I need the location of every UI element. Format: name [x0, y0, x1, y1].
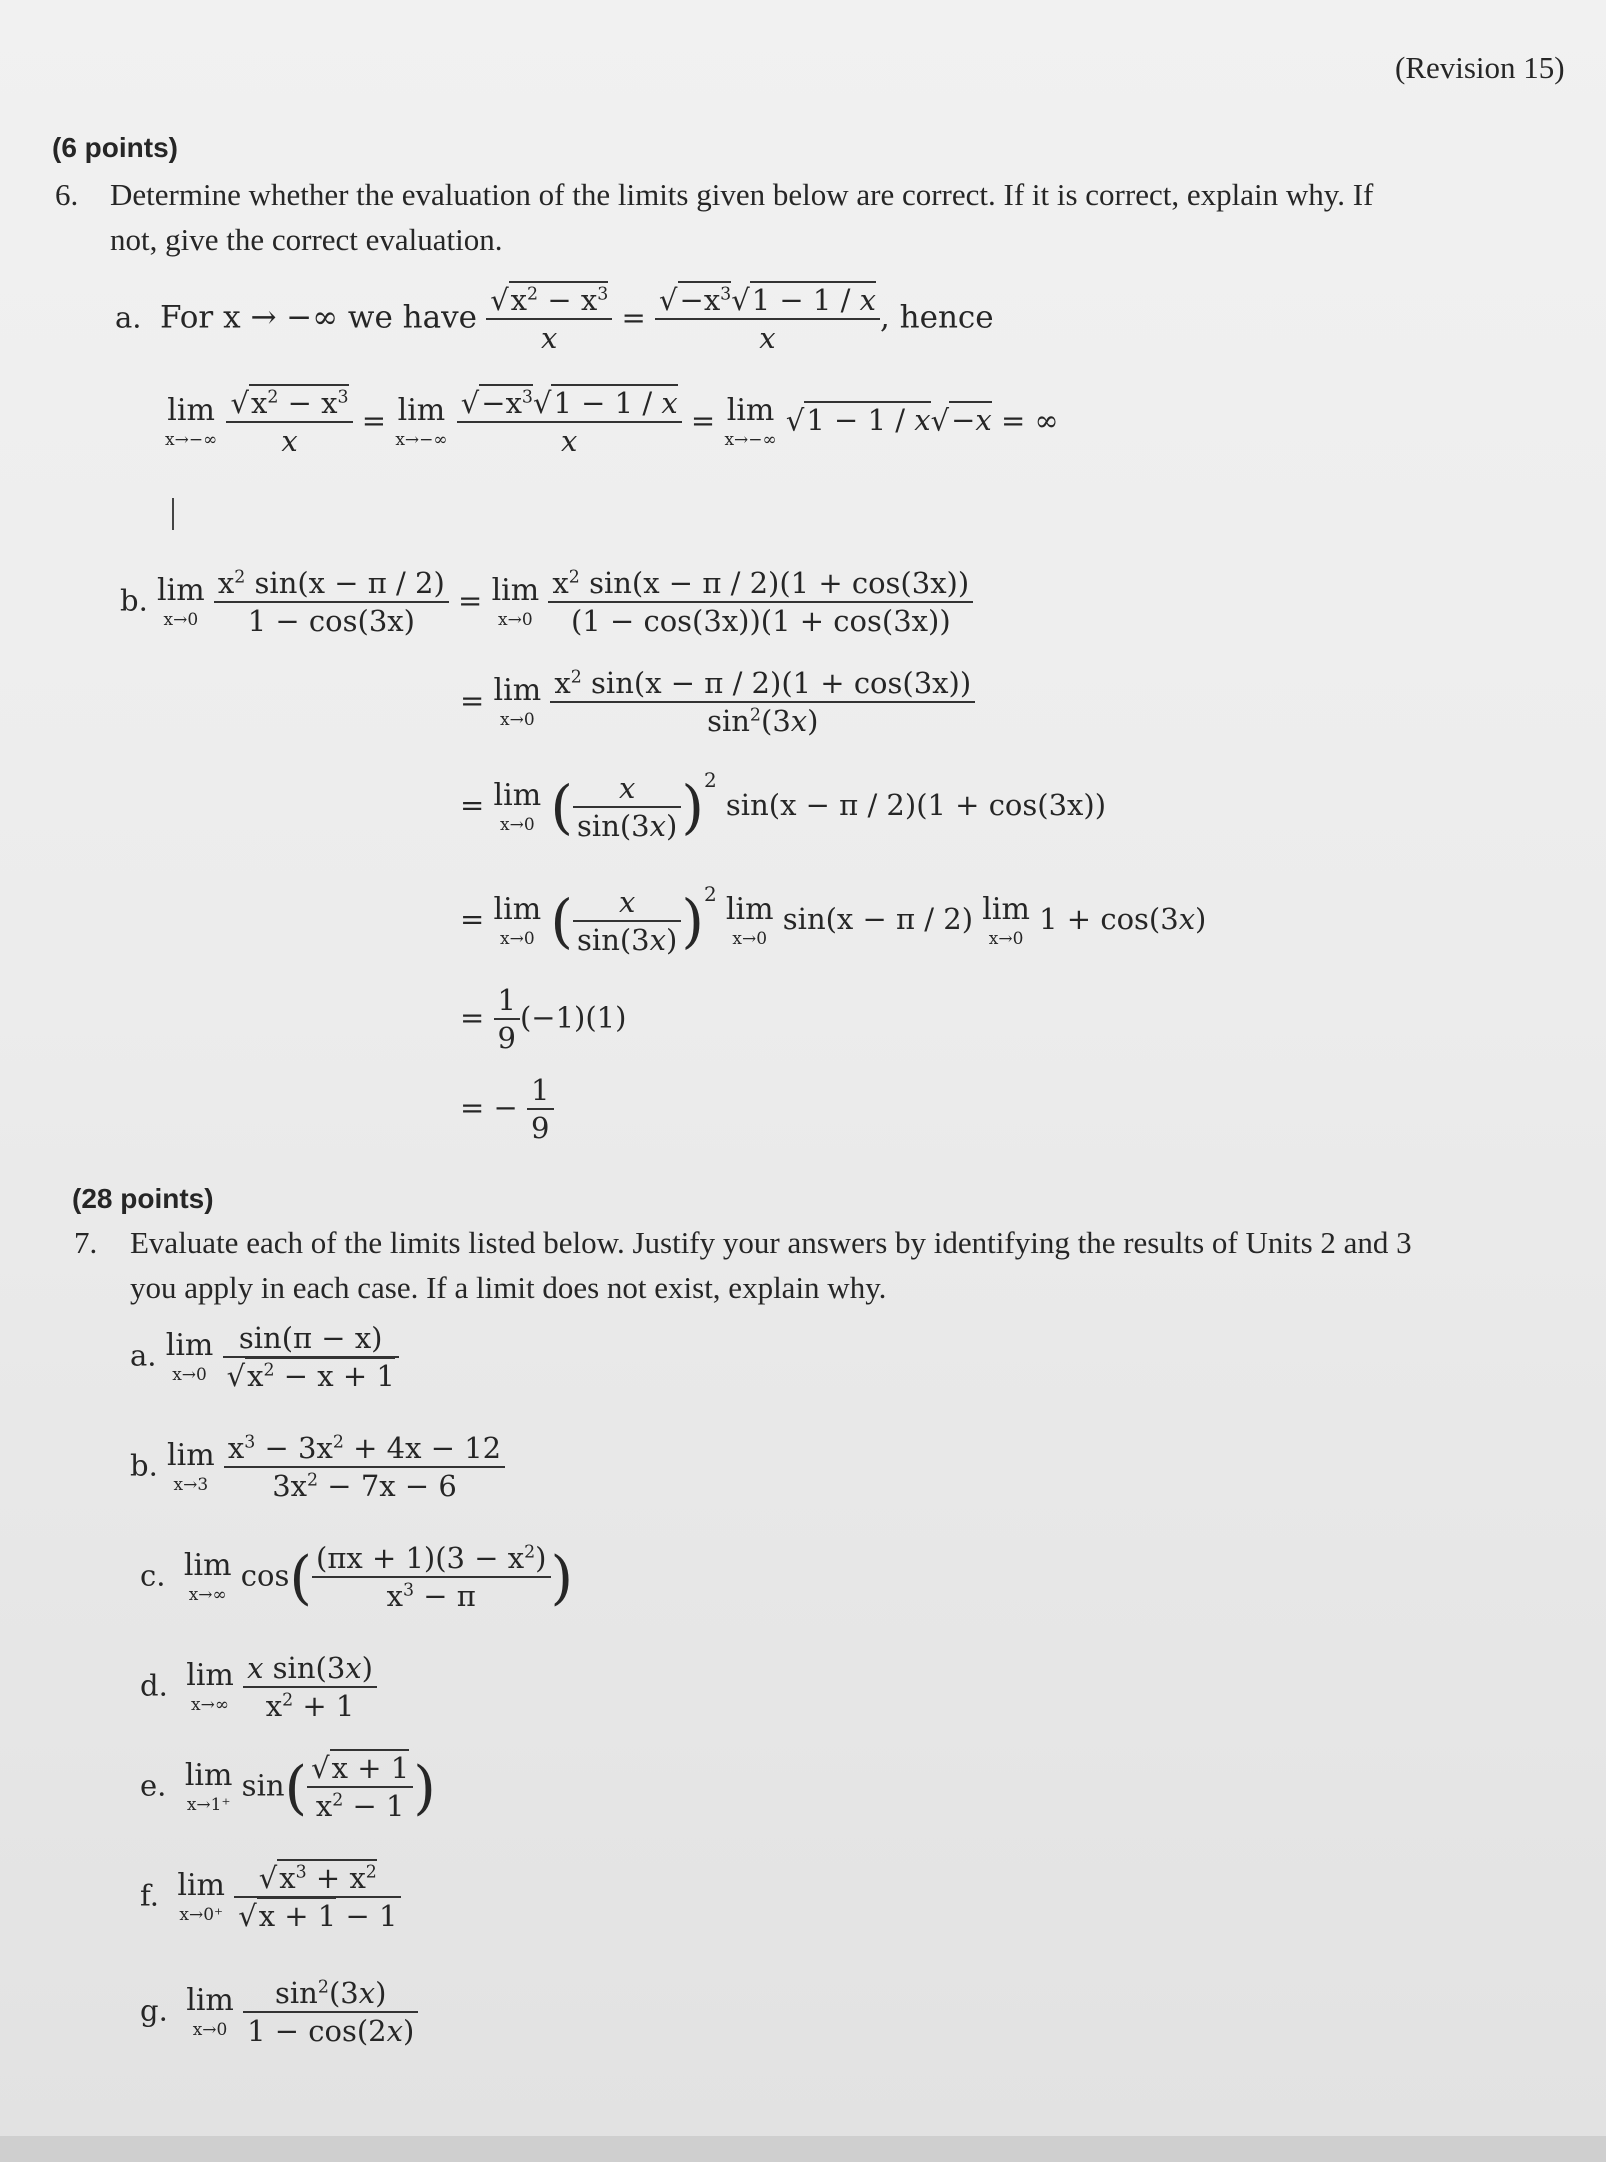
- q6a-lim3: lim x→−∞: [724, 392, 777, 450]
- q7-number: 7.: [74, 1225, 98, 1260]
- q6a-lim2: lim x→−∞: [395, 392, 448, 450]
- q6a-intro: For x → −∞ we have: [159, 299, 477, 336]
- q6a-label: a.: [115, 300, 142, 335]
- q7e: e. lim x→1⁺ sin( $\frac{√x + 1}{x^2 - 1}$ ): [140, 1751, 436, 1824]
- q7c: c. lim x→∞ cos( $\frac{(\pi x + 1)(3 - x^2)}{x^3 - \pi}$ ): [140, 1541, 574, 1614]
- q6-instructions-line2: not, give the correct evaluation.: [110, 222, 503, 257]
- q7-instructions-line1: Evaluate each of the limits listed below. Justify your answers by identifying the results of Units 2 and 3: [130, 1225, 1412, 1260]
- q6-instructions-line1: Determine whether the evaluation of the limits given below are correct. If it is correct, explain why. If: [110, 177, 1374, 212]
- q7d: d. lim x→∞ $\frac{\text{x sin(3x)}}{x^2 + 1}$: [140, 1650, 377, 1725]
- q6b-step3: = lim x→0 ( $\frac{x}{\sin(3x)}$ )$^2$ sin(x − π / 2)(1 + cos(3x)): [460, 768, 1107, 843]
- revision-label: (Revision 15): [1395, 50, 1565, 85]
- q6b-step6: = − $\frac{1}{9}$: [460, 1072, 554, 1147]
- q7g: g. lim x→0 $\frac{\sin^2(3x)}{1 - \cos(2x)}$: [140, 1975, 418, 2050]
- q7-points: (28 points): [72, 1183, 214, 1214]
- text-cursor: [172, 498, 174, 530]
- q6b-step5: = $\frac{1}{9}$ (−1)(1): [460, 983, 627, 1056]
- q6b-label: b.: [120, 583, 148, 618]
- q7a: a. lim x→0 $\frac{\sin(\pi - x)}{√x^2 - x + 1}$: [130, 1320, 399, 1395]
- q6-number: 6.: [55, 177, 79, 212]
- q6a-result: = ∞: [1000, 403, 1059, 438]
- q6a-line1: a. For x → −∞ we have $\frac{√x^2 - x^3}{x}$ = $\frac{√-x^3√1 - 1 / x}{x}$ , hence: [115, 283, 994, 356]
- q7f: f. lim x→0⁺ $\frac{√x^3 + x^2}{√x + 1 - 1}$: [140, 1860, 401, 1935]
- q6-points: (6 points): [52, 132, 178, 163]
- q6a-frac2: $\frac{√-x^3√1 - 1 / x}{x}$: [655, 282, 880, 357]
- q6b-step4: = lim x→0 ( $\frac{x}{\sin(3x)}$ )$^2$ lim x→0 sin(x − π / 2) lim x→0 1 + cos(3x): [460, 882, 1207, 957]
- q6a-line2: lim x→−∞ $\frac{√x^2 - x^3}{x}$ = lim x→−∞ $\frac{√-x^3√1 - 1 / x}{x}$ = lim x→−∞ √1 − 1 / x√−x = ∞: [165, 386, 1059, 459]
- q7-instructions-line2: you apply in each case. If a limit does not exist, explain why.: [130, 1270, 887, 1305]
- q6a-hence: , hence: [879, 299, 994, 336]
- q6a-lim1: lim x→−∞: [165, 392, 218, 450]
- q6a-frac1: $\frac{√x^2 - x^3}{x}$: [486, 282, 612, 357]
- q6b-step1: b. lim x→0 $\frac{x^2 \sin(x - \pi / 2)}{1 - \cos(3x)}$ = lim x→0 $\frac{x^2 \sin(x - \pi / 2)(1 + \cos(3x))}{(1 - \cos(3x))(1 + \cos(3x))}$: [120, 565, 973, 640]
- bottom-edge: [0, 2136, 1606, 2162]
- q7b: b. lim x→3 $\frac{x^3 - 3x^2 + 4x - 12}{3x^2 - 7x - 6}$: [130, 1430, 505, 1505]
- q6b-step2: = lim x→0 $\frac{x^2 \sin(x - \pi / 2)(1 + \cos(3x))}{\sin^2(3x)}$: [460, 665, 975, 740]
